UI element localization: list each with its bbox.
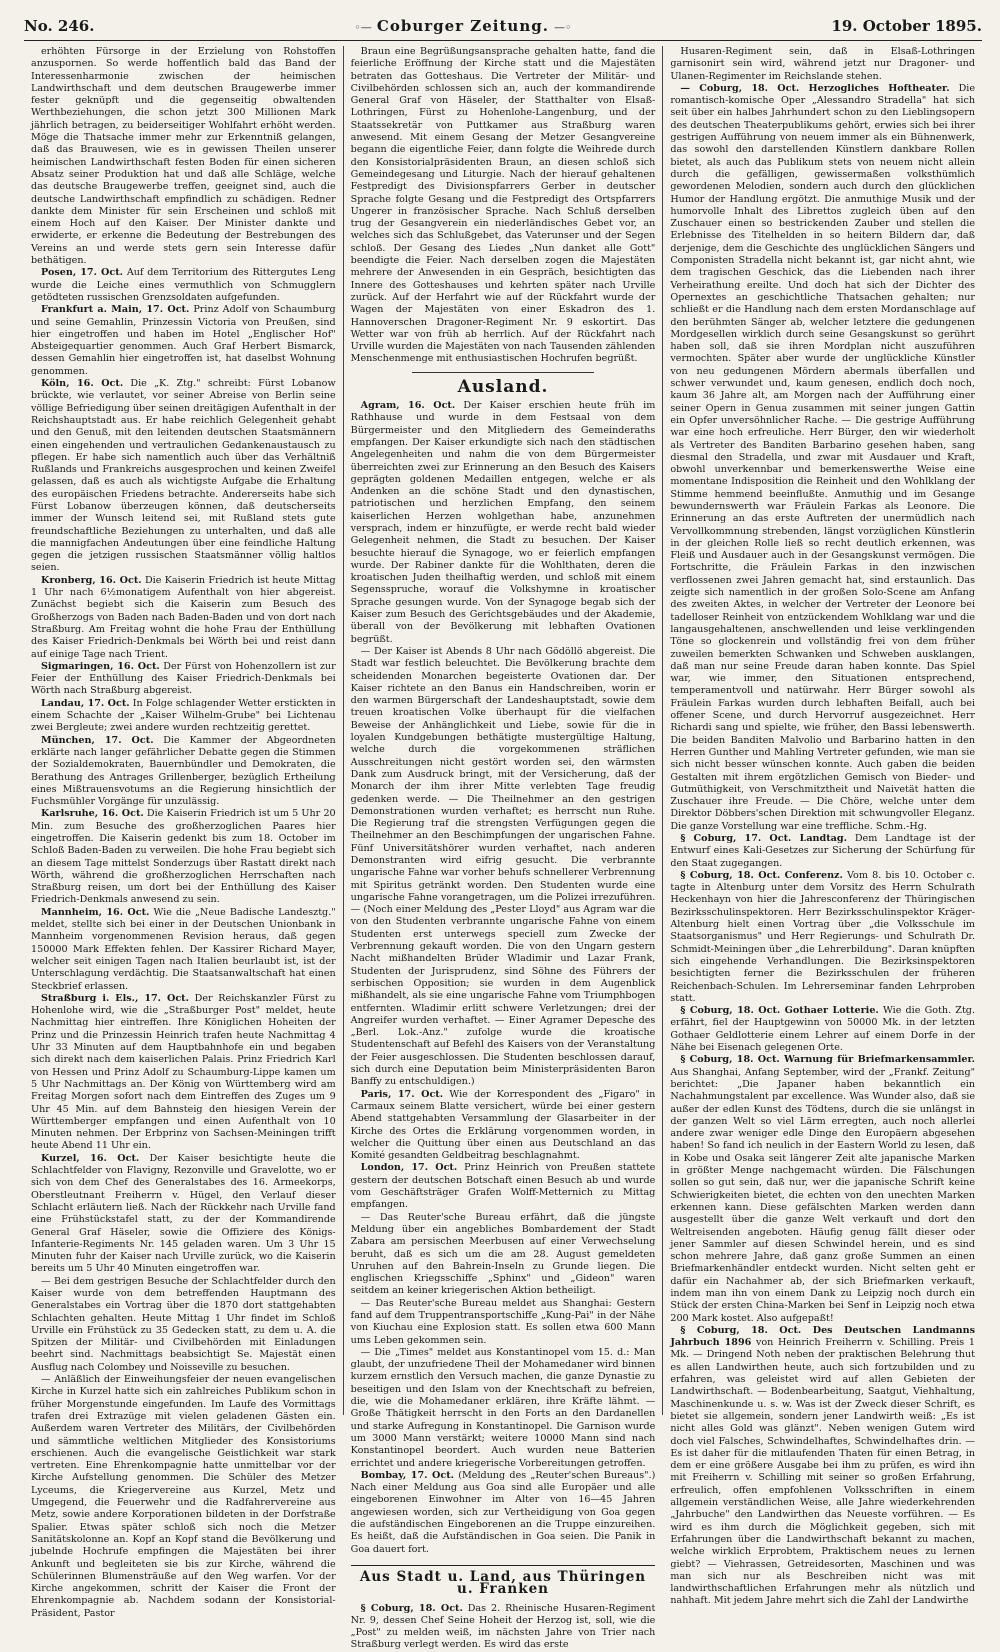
dateline: Kronberg, 16. Oct. <box>41 574 142 586</box>
article-text: Die romantisch-komische Oper „Alessandro Stradella" hat sich seit über ein halbes Jahrhundert schon zu den Lieblingsopern des deutschen Theaterpublikums gehört, erwies sich bei ihrer gestrigen Aufführung von neuem immer als ein Bühnenwerk, das sowohl den darstellenden Künstlern dankbare Rollen bietet, als auch das Publikum stets von neuem nicht allein durch die gefälligen, gewissermaßen volksthümlich gewordenen Melodien, sondern auch durch den glücklichen Humor der Handlung ergötzt. Die anmuthige Musik und der humorvolle Inhalt des Librettos zugleich üben auf den Zuschauer einen so bestrickenden Zauber und stellen die Erlebnisse des Titelhelden in so heitern Bildern dar, daß derjenige, dem die Geschichte des unglücklichen Sängers und Componisten Stradella nicht bekannt ist, gar nicht ahnt, wie dem tragischen Geschick, das die Liebenden nach ihrer Verheirathung ereilte. Und doch hat sich der Dichter des Opernextes an geschichtliche Thatsachen gehalten; nur schließt er die Handlung nach dem ersten Mordanschlage auf den berühmten Sänger ab, welcher letztere die gedungenen Mordgesellen wirklich durch seine Gesangskunst so gerührt haben soll, daß sie ihren Mordplan nicht auszuführen vermochten. Später aber wurde der unglückliche Künstler von neu gedungenen Mördern abermals überfallen und schwer verwundet und, kaum genesen, endlich doch noch, kaum 36 Jahre alt, am Morgen nach der Aufführung einer seiner Opern in Genua zusammen mit seiner jungen Gattin ein Opfer unversöhnlicher Rache. — Die gestrige Aufführung war eine hoch erfreuliche. Herr Bürger, den wir wiederholt als Vertreter des Banditen Barbarino gesehen haben, sang diesmal den Stradella, und zwar mit Ausdauer und Kraft, obwohl unverkennbar und bemerkenswerthe Weise eine momentane Indisposition die Reinheit und den Wohlklang der Stimme hemmend beeinflußte. Anmuthig und im Gesange bewundernswerth war Fräulein Farkas als Leonore. Die Erinnerung an das erste Auftreten der unermüdlich nach Vervollkommnung strebenden, längst vorzüglichen Künstlerin in der gleichen Rolle ließ so recht deutlich erkennen, was Fleiß und Ausdauer auch in der Gesangskunst vermögen. Die Fortschritte, die Fräulein Farkas in den inzwischen verflossenen zwei Jahren gemacht hat, sind erstaunlich. Das zeigte sich namentlich in der großen Solo-Scene am Anfang des zweiten Aktes, in welcher der Vertreter der Leonore bei tadelloser Reinheit von entzückendem Wohlklang war und die langausgehaltenen, anschwellenden und leise verklingenden Töne so glockenrein und vollständig frei von dem früher zuweilen bemerkten Schwanken und Schweben ausklangen, daß man nur seine Freude daran haben konnte. Das Spiel war, wie immer, den Situationen entsprechend, temperamentvoll und natürwahr. Herr Bürger sowohl als Fräulein Farkas wurden durch lebhaften Beifall, auch bei offener Scene, und durch Hervorruf ausgezeichnet. Herr Richardi sang und spielte, wie früher, den Bassi lebenswerth. Die beiden Banditen Malvolio und Barbarino hatten in den Herren Gunther und Mahling Vertreter gefunden, wie man sie sich nicht besser wünschen konnte. Auch gaben die beiden Gestalten mit ihrem ergötzlichen Gemisch von Bieder- und Gutmüthigkeit, von Verschmitztheit und Naivetät hatten die Zuschauer ihre Freude. — Die Chöre, welche unter dem Direktor Döbbers'schen Direktion mit schwungvoller Eleganz. Die ganze Vorstellung war eine treffliche. Schm.-Hg. <box>670 82 976 832</box>
article-paragraph <box>31 1153 336 1276</box>
article-text: In Folge schlagender Wetter erstickten in einem Schachte der „Kaiser Wilhelm-Grube" bei Lichtenau zwei Bergleute; zwei andere wurden rechtzeitig gerettet. <box>31 697 336 734</box>
dateline: § Coburg, 18. Oct. Conferenz. <box>680 869 843 881</box>
article-paragraph <box>31 661 336 698</box>
dateline: Agram, 16. Oct. <box>360 400 456 412</box>
article-text: — Das Reuter'sche Bureau meldet aus Shanghai: Gestern fand auf dem Truppentransportschiffe „Kung-Pai" in der Nähe von Kiuchau eine Explosion statt. Es sollen etwa 600 Mann ums Leben gekommen sein. <box>350 1297 656 1346</box>
dateline: § Coburg, 18. Oct. <box>360 1602 463 1614</box>
dateline: — Coburg, 18. Oct. Herzogliches Hoftheater. <box>680 82 950 94</box>
article-paragraph <box>31 1276 336 1374</box>
article-text: Der Reichskanzler Fürst zu Hohenlohe wird, wie die „Straßburger Post" meldet, heute Nachmittag hier eintreffen. Ihre Königlichen Hoheiten der Prinz und die Prinzessin Heinrich trafen heute Nachmittag 4 Uhr 33 Minuten auf dem Hauptbahnhofe ein und begaben sich direkt nach dem kaiserlichen Palais. Prinz Friedrich Karl von Hessen und Prinz Adolf zu Schaumburg-Lippe kamen um 5 Uhr Nachmittags an. Der König von Württemberg wird am Freitag Morgen sofort nach dem Eintreffen des Zuges um 9 Uhr 45 Min. auf dem Bahnsteig den hiesigen Verein der Württemberger empfangen und einen Aufenthalt von 10 Minuten nehmen. Der Erbprinz von Sachsen-Meiningen trifft heute Abend 11 Uhr ein. <box>31 992 336 1152</box>
article-text: Die Kammer der Abgeordneten erklärte nach langer gefährlicher Debatte gegen die Stimmen der Sozialdemokraten, Bauernbündler und Demokraten, die Berathung des Antrages Grillenberger, bezüglich Ertheilung eines Mißtrauensvotums an die Regierung hinsichtlich der Fuchsmühler Vorgänge für unzulässig. <box>31 734 336 808</box>
article-paragraph <box>670 1005 975 1054</box>
article-text: Der Fürst von Hohenzollern ist zur Feier der Enthüllung des Kaiser Friedrich-Denkmals bei Wörth nach Straßburg abgereist. <box>31 660 336 697</box>
article-text: — Die „Times" meldet aus Konstantinopel vom 15. d.: Man glaubt, der unzufriedene Theil der Mohamedaner wird binnen kurzem ernstlich den Versuch machen, die ganze Dynastie zu beseitigen und den Islam von der Knechtschaft zu befreien, die, wie die Mohamedaner erklären, ihre Kräfte lähmt. — Große Thätigkeit herrscht in den Forts an den Dardanellen und starke Aufregung in Konstantinopel. Die Garnison wurde um 3000 Mann verstärkt; weitere 10000 Mann sind nach Konstantinopel beordert. Auch wurden neue Batterien errichtet und andere kriegerische Vorbereitungen getroffen. <box>350 1346 656 1469</box>
article-paragraph <box>31 907 336 993</box>
right-ornament-icon: —◦ <box>554 21 572 34</box>
dateline: Kurzel, 16. Oct. <box>41 1152 140 1164</box>
article-paragraph <box>31 698 336 735</box>
dateline: § Coburg, 18. Oct. Des Deutschen Landmanns Jahrbuch 1896 <box>670 1324 976 1349</box>
dateline: § Coburg, 18. Oct. Gothaer Lotterie. <box>680 1005 879 1017</box>
article-text: Der Kaiser erschien heute früh im Rathhause und wurde in dem Festsaal von dem Bürgermeister und den Mitgliedern des Gemeinderaths empfangen. Der Kaiser erkundigte sich nach den städtischen Angelegenheiten und nahm die von dem Bürgermeister überreichten zwei zur Erinnerung an den Besuch des Kaisers geprägten goldenen Medaillen entgegen, welche er als Andenken an die schöne Stadt und den dynastischen, patriotischen und herzlichen Empfang, den seinem kaiserlichen Herzen wohlgethan habe, anzunehmen versprach, indem er hinzufügte, er werde recht bald wieder Gelegenheit nehmen, die Stadt zu besuchen. Der Kaiser besuchte hierauf die Synagoge, wo er feierlich empfangen wurde. Der Rabiner dankte für die Wohlthaten, deren die kroatischen Juden theilhaftig werden, und schloß mit einem Segensspruche, worauf die Volkshymne in kroatischer Sprache gesungen wurde. Von der Synagoge begab sich der Kaiser zum Besuch des Gerichtsgebäudes und der Akademie, überall von der Bevölkerung mit lebhaften Ovationen begrüßt. <box>350 400 656 645</box>
article-paragraph <box>351 646 656 1089</box>
article-text: Dem Landtage ist der Entwurf eines Kali-Gesetzes zur Sicherung der Schürfung für den Staat zugegangen. <box>670 833 976 869</box>
article-text: Prinz Adolf von Schaumburg und seine Gemahlin, Prinzessin Victoria von Preußen, sind hier eingetroffen und haben im Hotel „Englischer Hof" Absteigequartier genommen. Auch Graf Herbert Bismarck, dessen Gemahlin hier eingetroffen ist, hat daselbst Wohnung genommen. <box>31 304 336 377</box>
section-divider <box>412 372 595 373</box>
dateline: München, 17. Oct. <box>41 734 154 746</box>
article-text: Wie die Goth. Ztg. erfährt, fiel der Hauptgewinn von 50000 Mk. in der letzten Gothaer Geldlotterie einem Lehrer auf einem Dorfe in der Nähe bei Eisenach gelegenen Orte. <box>670 1005 976 1054</box>
section-heading-local: Aus Stadt u. Land, aus Thüringen u. Franken <box>351 1565 656 1596</box>
article-paragraph <box>31 808 336 906</box>
newspaper-title: Coburger Zeitung. <box>376 17 549 35</box>
article-text: von Heinrich Freiherrn v. Schilling. Preis 1 Mk. — Dringend Noth neben der praktischen Belehrung thut es allen Landwirthen heute, auch sich fortzubilden und zu erfahren, was geleistet wird auf allen Gebieten der Landwirthschaft. — Bodenbearbeitung, Saatgut, Viehhaltung, Maschinenkunde u. s. w. Was ist der Zweck dieser Schrift, es bietet sie allgemein, sondern jener Landwirth weiß: „Es ist nicht alles Gold was glänzt". Neben wenigen Gutem wird doch viel Falsches, Schwindelhaftes, Schwindelhaftes drin. — Es ist daher für die mitlaufenden Thaten für einen Betrag, in dem er eine größere Ausgabe bei ihm zu prüfen, es wird ihn mit Freiherrn v. Schilling mit seiner so großen Erfahrung, erfreulich, offen empfohlenen Volksschriften in einem allgemein verständlichen Weise, alle Jahre wiederkehrenden „Jahrbuche" den Landwirthen das Neueste vorführen. — Es wird es ihm durch die Möglichkeit gegeben, sich mit Erfahrungen über die Landwirthschaft bekannt zu machen, welche wirklich Erprobtem, Praktischem neues zu lernen giebt? — Viehrassen, Getreidesorten, Maschinen und was man sich nur als Beschreiben nicht was mit landwirthschaftlichen Erfahrungen mehr als nützlich und nahhaft. Mit jedem Jahre mehrt sich die Zahl der Landwirthe <box>670 1337 976 1607</box>
article-paragraph <box>351 1470 656 1556</box>
article-paragraph <box>31 46 336 267</box>
article-paragraph <box>351 1162 656 1211</box>
article-text: — Das Reuter'sche Bureau erfährt, daß die jüngste Meldung über ein angebliches Bombardement der Stadt Zabara am persischen Meerbusen auf einer Verwechselung beruht, daß es sich um die am 28. August gemeldeten Unruhen auf den Bahrein-Inseln zu Grunde liegen. Die englischen Kriegsschiffe „Sphinx" und „Gideon" waren seitdem an keiner kriegerischen Aktion betheiligt. <box>350 1211 656 1297</box>
article-text: erhöhten Fürsorge in der Erzielung von Rohstoffen anzuspornen. So werde hoffentlich bald das Band der Interessenharmonie zwischen der heimischen Landwirthschaft und dem deutschen Braugewerbe immer fester geknüpft und die gegenseitig obwaltenden Werthbeziehungen, die schon jetzt 300 Millionen Mark jährlich betragen, zu beiderseitiger Wohlfahrt erhöht werden. Möge die Thatsache immer mehr zur Erkenntniß gelangen, daß das Brauwesen, wie es in gewissen Theilen unserer heimischen Landwirthschaft festen Boden für einen sicheren Absatz seiner Produktion hat und daß alle Schläge, welche das deutsche Braugewerbe treffen, geeignet sind, auch die deutsche Landwirthschaft empfindlich zu schädigen. Redner dankte dem Minister für sein Erscheinen und schloß mit einem Hoch auf den Kaiser. Der Minister dankte und erwiderte, er erkenne die Bedeutung der Bestrebungen des Vereins an und werde stets gern sein Interesse dafür bethätigen. <box>31 46 336 267</box>
article-paragraph <box>31 993 336 1153</box>
dateline: Mannheim, 16. Oct. <box>41 906 150 918</box>
article-text: Vom 8. bis 10. October c. tagte in Altenburg unter dem Vorsitz des Herrn Schulrath Heckenhayn von hier die Jahresconferenz der Thüringischen Bezirksschulinspektoren. Herr Bezirksschulinspektor Kräger-Altenburg hielt einen Vortrag über „die Volksschule im Staatsorganismus" und Herr Regierungs- und Schulrath Dr. Schmidt-Meiningen über „die Lehrerbildung". Daran knüpften sich eingehende Verhandlungen. Die Bezirksinspektoren besichtigten ferner die Bezirksschulen der früheren Reichenbach-Schulen. Im Lehrerseminar fanden Lehrproben statt. <box>670 869 976 1004</box>
article-text: Prinz Heinrich von Preußen stattete gestern der deutschen Botschaft einen Besuch ab und wurde vom Geschäftsträger Grafen Wolff-Metternich zu Mittag empfangen. <box>350 1162 656 1211</box>
article-paragraph <box>351 1212 656 1298</box>
article-paragraph <box>351 1298 656 1347</box>
article-text: — Bei dem gestrigen Besuche der Schlachtfelder durch den Kaiser wurde von dem betreffenden Hauptmann des Generalstabes ein Vortrag über die 1870 dort stattgehabten Schlachten gehalten. Heute Mittag 1 Uhr findet im Schloß Urville ein Frühstück zu 35 Gedecken statt, zu dem u. A. die Spitzen der Militär- und Civilbehörden mit Einladungen beehrt sind. Nachmittags beabsichtigt Se. Majestät einen Ausflug nach Colombey und Noisseville zu besuchen. <box>31 1275 336 1373</box>
article-text: Aus Shanghai, Anfang September, wird der „Frankf. Zeitung" berichtet: „Die Japaner haben bekanntlich ein Nachahmungstalent par excellence. Was Wunder also, daß sie außer der edlen Kunst des Tödtens, durch die sie unlängst in der ganzen Welt so viel Lärm erregten, auch noch allerlei andere zwar weniger edle Dinge den Europäern abgesehen haben! So fand ich neulich in der Eastern World zu lesen, daß in Kobe und Osaka seit längerer Zeit alte japanische Marken in größter Menge nachgemacht würden. Die Fälschungen sollen so gut sein, daß nur, wer die japanische Schrift keine Schwierigkeiten bietet, die echten von den unechten Marken erkennen kann. Diese gefälschten Marken werden dann ausgestellt über die ganze Welt verkauft und dort den Weltreisenden angeboten. Häufig genug fällt dieser oder jener Sammler auf diesen Schwindel herein, und es sind schon mehrere Jahre, daß ganz große Summen an einen Briefmarkenhändler entdeckt wurden. Nicht selten geht er dafür ein Nachahmer ab, der sich Briefmarken verkauft, indem man ihn von einem Dank zu Leipzig noch durch ein Stück der ersten China-Marken bei Senf in Leipzig noch etwa 200 Mark kostet. Also aufgepaßt! <box>670 1066 976 1324</box>
article-text: Auf dem Territorium des Rittergutes Leng wurde die Leiche eines vermuthlich von Schmugglern getödteten russischen Grenzsoldaten aufgefunden. <box>31 267 336 303</box>
article-text: Braun eine Begrüßungsansprache gehalten hatte, fand die feierliche Eröffnung der Kirche statt und die Majestäten betraten das Gotteshaus. Die Vertreter der Militär- und Civilbehörden schlossen sich an, auch der kommandirende General Graf von Häseler, der Statthalter von Elsaß-Lothringen, Fürst zu Hohenlohe-Langenburg, und der Staatssekretär von Puttkamer aus Straßburg waren anwesend. Mit einem Gesang der Metzer Gesangvereine begann die eigentliche Feier, dann folgte die Weihrede durch den Konsistorialpräsidenten Braun, an diesen schloß sich Gemeindegesang und Liturgie. Nach der hierauf gehaltenen Festpredigt des Divisionspfarrers Gerber in deutscher Sprache folgte Gesang und die Festpredigt des Ortspfarrers Ungerer in französischer Sprache. Nach Schluß derselben trug der Gesangverein ein niederländisches Gebet vor, an welches sich das Schlußgebet, das Vaterunser und der Segen schloß. Der Gesang des Liedes „Nun danket alle Gott" beendigte die Feier. Nach derselben zogen die Majestäten mehrere der Anwesenden in ein Gespräch, besichtigten das Innere des Gotteshauses und kehrten später nach Urville zurück. Auf der Herfahrt wie auf der Rückfahrt wurde der Wagen der Majestäten von einer Eskadron des 1. Hannoverschen Dragoner-Regiment Nr. 9 eskortirt. Das Wetter war von früh ab herrlich. Auf der Rückfahrt nach Urville wurden die Majestäten von nach Tausenden zählenden Menschenmenge mit enthusiastischen Hochrufen begrüßt. <box>350 46 656 365</box>
dateline: Straßburg i. Els., 17. Oct. <box>41 992 189 1004</box>
dateline: Köln, 16. Oct. <box>41 378 124 390</box>
article-text: Die Kaiserin Friedrich ist um 5 Uhr 20 Min. zum Besuche des großherzoglichen Paares hier eingetroffen. Die Kaiserin gedenkt bis zum 18. October im Schloß Baden-Baden zu verweilen. Die hohe Frau begiebt sich an diesem Tage mittelst Sonderzugs über Rastatt direkt nach Wörth, während die großherzoglichen Herrschaften nach Straßburg reisen, um dort bei der Enthüllung des Kaiser Friedrich-Denkmals anwesend zu sein. <box>31 808 336 906</box>
dateline: Sigmaringen, 16. Oct. <box>41 660 160 672</box>
article-text: Die Kaiserin Friedrich ist heute Mittag 1 Uhr nach 6½monatigem Aufenthalt von hier abgereist. Zunächst begiebt sich die Kaiserin zum Besuch des Großherzogs von Baden nach Baden-Baden und von dort nach Straßburg. Am Freitag wohnt die hohe Frau der Enthüllung des Kaiser Friedrich-Denkmals bei Wörth bei und reist dann auf einige Tage nach Trient. <box>31 574 336 660</box>
article-paragraph <box>351 1089 656 1163</box>
article-paragraph <box>670 1325 975 1608</box>
header-rule <box>24 40 982 41</box>
article-paragraph <box>31 304 336 378</box>
article-text: Der Kaiser besichtigte heute die Schlachtfelder von Flavigny, Rezonville und Gravelotte, wo er sich von dem Chef des Generalstabes des 16. Armeekorps, Oberstleutnant Freiherrn v. Hügel, den Verlauf dieser Schlacht erläutern ließ. Nach der Rückkehr nach Urville fand eine Frühstückstafel statt, zu der der Kommandirende General Graf Häseler, sowie die Offiziere des Königs-Infanterie-Regiments Nr. 145 geladen waren. Um 3 Uhr 15 Minuten fuhr der Kaiser nach Urville zurück, wo die Kaiserin bereits um 5 Uhr 40 Minuten eingetroffen war. <box>31 1152 336 1275</box>
issue-date: 19. October 1895. <box>831 17 982 35</box>
article-paragraph <box>31 267 336 304</box>
article-paragraph <box>31 735 336 809</box>
column-1 <box>24 46 343 1619</box>
dateline: London, 17. Oct. <box>360 1162 458 1174</box>
article-paragraph <box>351 400 656 646</box>
article-text: Husaren-Regiment sein, daß in Elsaß-Lothringen garnisonirt sein wird, während jetzt nur Dragoner- und Ulanen-Regimenter im Reichslande stehen. <box>670 46 976 82</box>
article-paragraph <box>351 46 656 366</box>
article-paragraph <box>351 1603 656 1652</box>
article-text: Wie der Korrespondent des „Figaro" in Carmaux seinem Blatte versichert, würde bei einer gestern Abend stattgehabten Versammlung der Glasarbeiter in der Kirche des Ortes die Erklärung vorgenommen worden, in welcher die Quittung über einen aus Deutschland an das Komité gesandten Geldbeitrag beschlagnahmt. <box>350 1088 656 1162</box>
column-3 <box>662 46 982 1607</box>
dateline: Bombay, 17. Oct. <box>360 1469 454 1481</box>
dateline: Frankfurt a. Main, 17. Oct. <box>41 304 190 316</box>
article-paragraph <box>31 575 336 661</box>
issue-number: No. 246. <box>24 17 95 35</box>
columns <box>24 46 982 1651</box>
article-paragraph <box>670 833 975 870</box>
column-2 <box>343 46 663 1651</box>
article-text: Das 2. Rheinische Husaren-Regiment Nr. 9, dessen Chef Seine Hoheit der Herzog ist, soll, wie die „Post" zu melden weiß, im nächsten Jahre von Trier nach Straßburg verlegt werden. Es wird das erste <box>350 1602 656 1651</box>
dateline: § Coburg, 18. Oct. Warnung für Briefmarkensammler. <box>680 1054 976 1066</box>
ausland-section <box>351 400 656 1556</box>
masthead <box>24 16 982 40</box>
article-paragraph <box>31 1374 336 1620</box>
article-text: Die „K. Ztg." schreibt: Fürst Lobanow brückte, wie verlautet, vor seiner Abreise von Berlin seine völlige Befriedigung über seinen dreitägigen Aufenthalt in der Reichshauptstadt aus. Er habe reichlich Gelegenheit gehabt und den Genuß, mit den leitenden deutschen Staatsmännern einen eingehenden und vertraulichen Gedankenaustausch zu pflegen. Er habe sich namentlich auch über das Verhältniß Rußlands und Frankreichs ausgesprochen und keinen Zweifel gelassen, daß es auch als wichtigste Aufgabe die Erhaltung des europäischen Friedens betrachte. Andererseits habe sich Fürst Lobanow überzeugen können, daß deutscherseits immer der Wunsch leitend sei, mit Rußland stets gute freundschaftliche Beziehungen zu unterhalten, und daß alle die mannigfachen Andeutungen über eine feindliche Haltung gegen die jetzigen russischen Staatsmänner völlig haltlos seien. <box>31 378 336 574</box>
article-paragraph <box>31 378 336 575</box>
article-paragraph <box>670 1054 975 1325</box>
article-paragraph <box>670 46 975 83</box>
article-text: — Anläßlich der Einweihungsfeier der neuen evangelischen Kirche in Kurzel hatte sich ein zahlreiches Publikum schon in früher Morgenstunde eingefunden. Im Laufe des Vormittags trafen drei Extrazüge mit vielen geladenen Gästen ein. Außerdem waren Vertreter des Militärs, der Civilbehörden und sämmtliche weltlichen Mitglieder des Konsistoriums erschienen. Auch die evangelische Geistlichkeit war stark vertreten. Eine Ehrenkompagnie hatte unmittelbar vor der Kirche Aufstellung genommen. Die Schüler des Metzer Lyceums, die Kriegervereine aus Kurzel, Metz und Umgegend, die Feuerwehr und die Radfahrervereine aus Metz, sowie andere Korporationen bildeten in der Dorfstraße Spalier. Etwas später schloß sich noch die Metzer Sanitätskolonne an. Kopf an Kopf stand die Bevölkerung und jubelnde Hochrufe empfingen die Majestäten bei ihrer Ankunft und begleiteten sie bis zur Kirche, während die Schülerinnen Blumensträuße auf den Weg warfen. Vor der Kirche angekommen, schritt der Kaiser die Front der Ehrenkompagnie ab. Nachdem sodann der Konsistorial-Präsident, Pastor <box>31 1374 336 1619</box>
column-2-continued <box>351 46 656 366</box>
dateline: Posen, 17. Oct. <box>41 267 124 279</box>
dateline: Landau, 17. Oct. <box>41 697 130 709</box>
article-paragraph <box>670 83 975 833</box>
dateline: Karlsruhe, 16. Oct. <box>41 808 144 820</box>
dateline: § Coburg, 17. Oct. Landtag. <box>680 833 847 844</box>
dateline: Paris, 17. Oct. <box>360 1088 444 1100</box>
article-text: (Meldung des „Reuter'schen Bureaus".) Nach einer Meldung aus Goa sind alle Europäer und alle eingeborenen Einwohner im Alter von 16—45 Jahren angewiesen worden, sich zur Vertheidigung von Goa gegen die aufständischen Eingeborenen an die Truppe einzureihen. Es heißt, daß die Aufständischen in Goa seien. Die Panik in Goa dauert fort. <box>350 1469 656 1555</box>
section-heading-ausland: Ausland. <box>457 376 549 397</box>
article-text: — Der Kaiser ist Abends 8 Uhr nach Gödöllö abgereist. Die Stadt war festlich beleuchtet. Die Bevölkerung brachte dem scheidenden Monarchen begeisterte Ovationen dar. Der Kaiser richtete an den Banus ein Handschreiben, worin er den warmen Bürgerschaft der Landeshauptstadt, sowie dem treuen kroatischen Volke überhaupt für die vielfachen Beweise der Anhänglichkeit und Liebe, sowie für die in loyalen Kundgebungen bethätigte mustergültige Haltung, welche durch die vorgekommenen sträflichen Ausschreitungen nicht gestört worden sei, den wärmsten Dank zum Ausdruck bringt, mit der Versicherung, daß der Monarch der ihm ihrer Mitte verlebten Tage freudig gedenken werde. — Die Theilnehmer an den gestrigen Demonstrationen wurden verhaftet; es herrscht nun Ruhe. Die Regierung traf die strengsten Verfügungen gegen die Theilnehmer an den Beschimpfungen der ungarischen Fahne. Fünf Universitätshörer wurden verhaftet, nach anderen Demonstranten wird eifrig gesucht. Die verbrannte ungarische Fahne war vorher behufs schnellerer Verbrennung mit Spiritus getränkt worden. Den Studenten wurde eine ungarische Fahne vorangetragen, um die Polizei irrezuführen. — (Noch einer Meldung des „Pester Lloyd" aus Agram war die von den Studenten verbrannte ungarische Fahne von einem Studenten erst unterwegs speciell zum Zwecke der Verbrennung gekauft worden. Die von den Ungarn gestern Nacht mißhandelten Brüder Wladimir und Lazar Frank, Studenten der Jurisprudenz, sind Söhne des Führers der serbischen Opposition; sie wurden in dem Augenblick mißhandelt, als sie eine ungarische Fahne vom Triumphbogen entfernten. Wladimir erlitt schwere Verletzungen; drei der Angreifer wurden verhaftet. — Einer Agramer Depesche des „Berl. Lok.-Anz." zufolge wurde die kroatische Studentenschaft auf Befehl des Kaisers von der Veranstaltung der Feier ausgeschlossen. Die Studenten beschlossen darauf, sich durch eine Deputation beim Ministerpräsidenten Baron Banffy zu entschuldigen.) <box>350 645 656 1088</box>
article-text: Wie die „Neue Badische Landesztg." meldet, stellte sich bei einer in der Deutschen Unionbank in Mannheim vorgenommenen Revision heraus, daß gegen 150000 Mark Effekten fehlen. Der Kassirer Richard Mayer, welcher seit einigen Tagen nach Italien beurlaubt ist, ist der Unterschlagung verdächtig. Die Staatsanwaltschaft hat einen Steckbrief erlassen. <box>31 906 336 992</box>
left-ornament-icon: ◦— <box>354 21 372 34</box>
article-paragraph <box>351 1347 656 1470</box>
local-section <box>351 1603 656 1652</box>
article-paragraph <box>670 870 975 1005</box>
